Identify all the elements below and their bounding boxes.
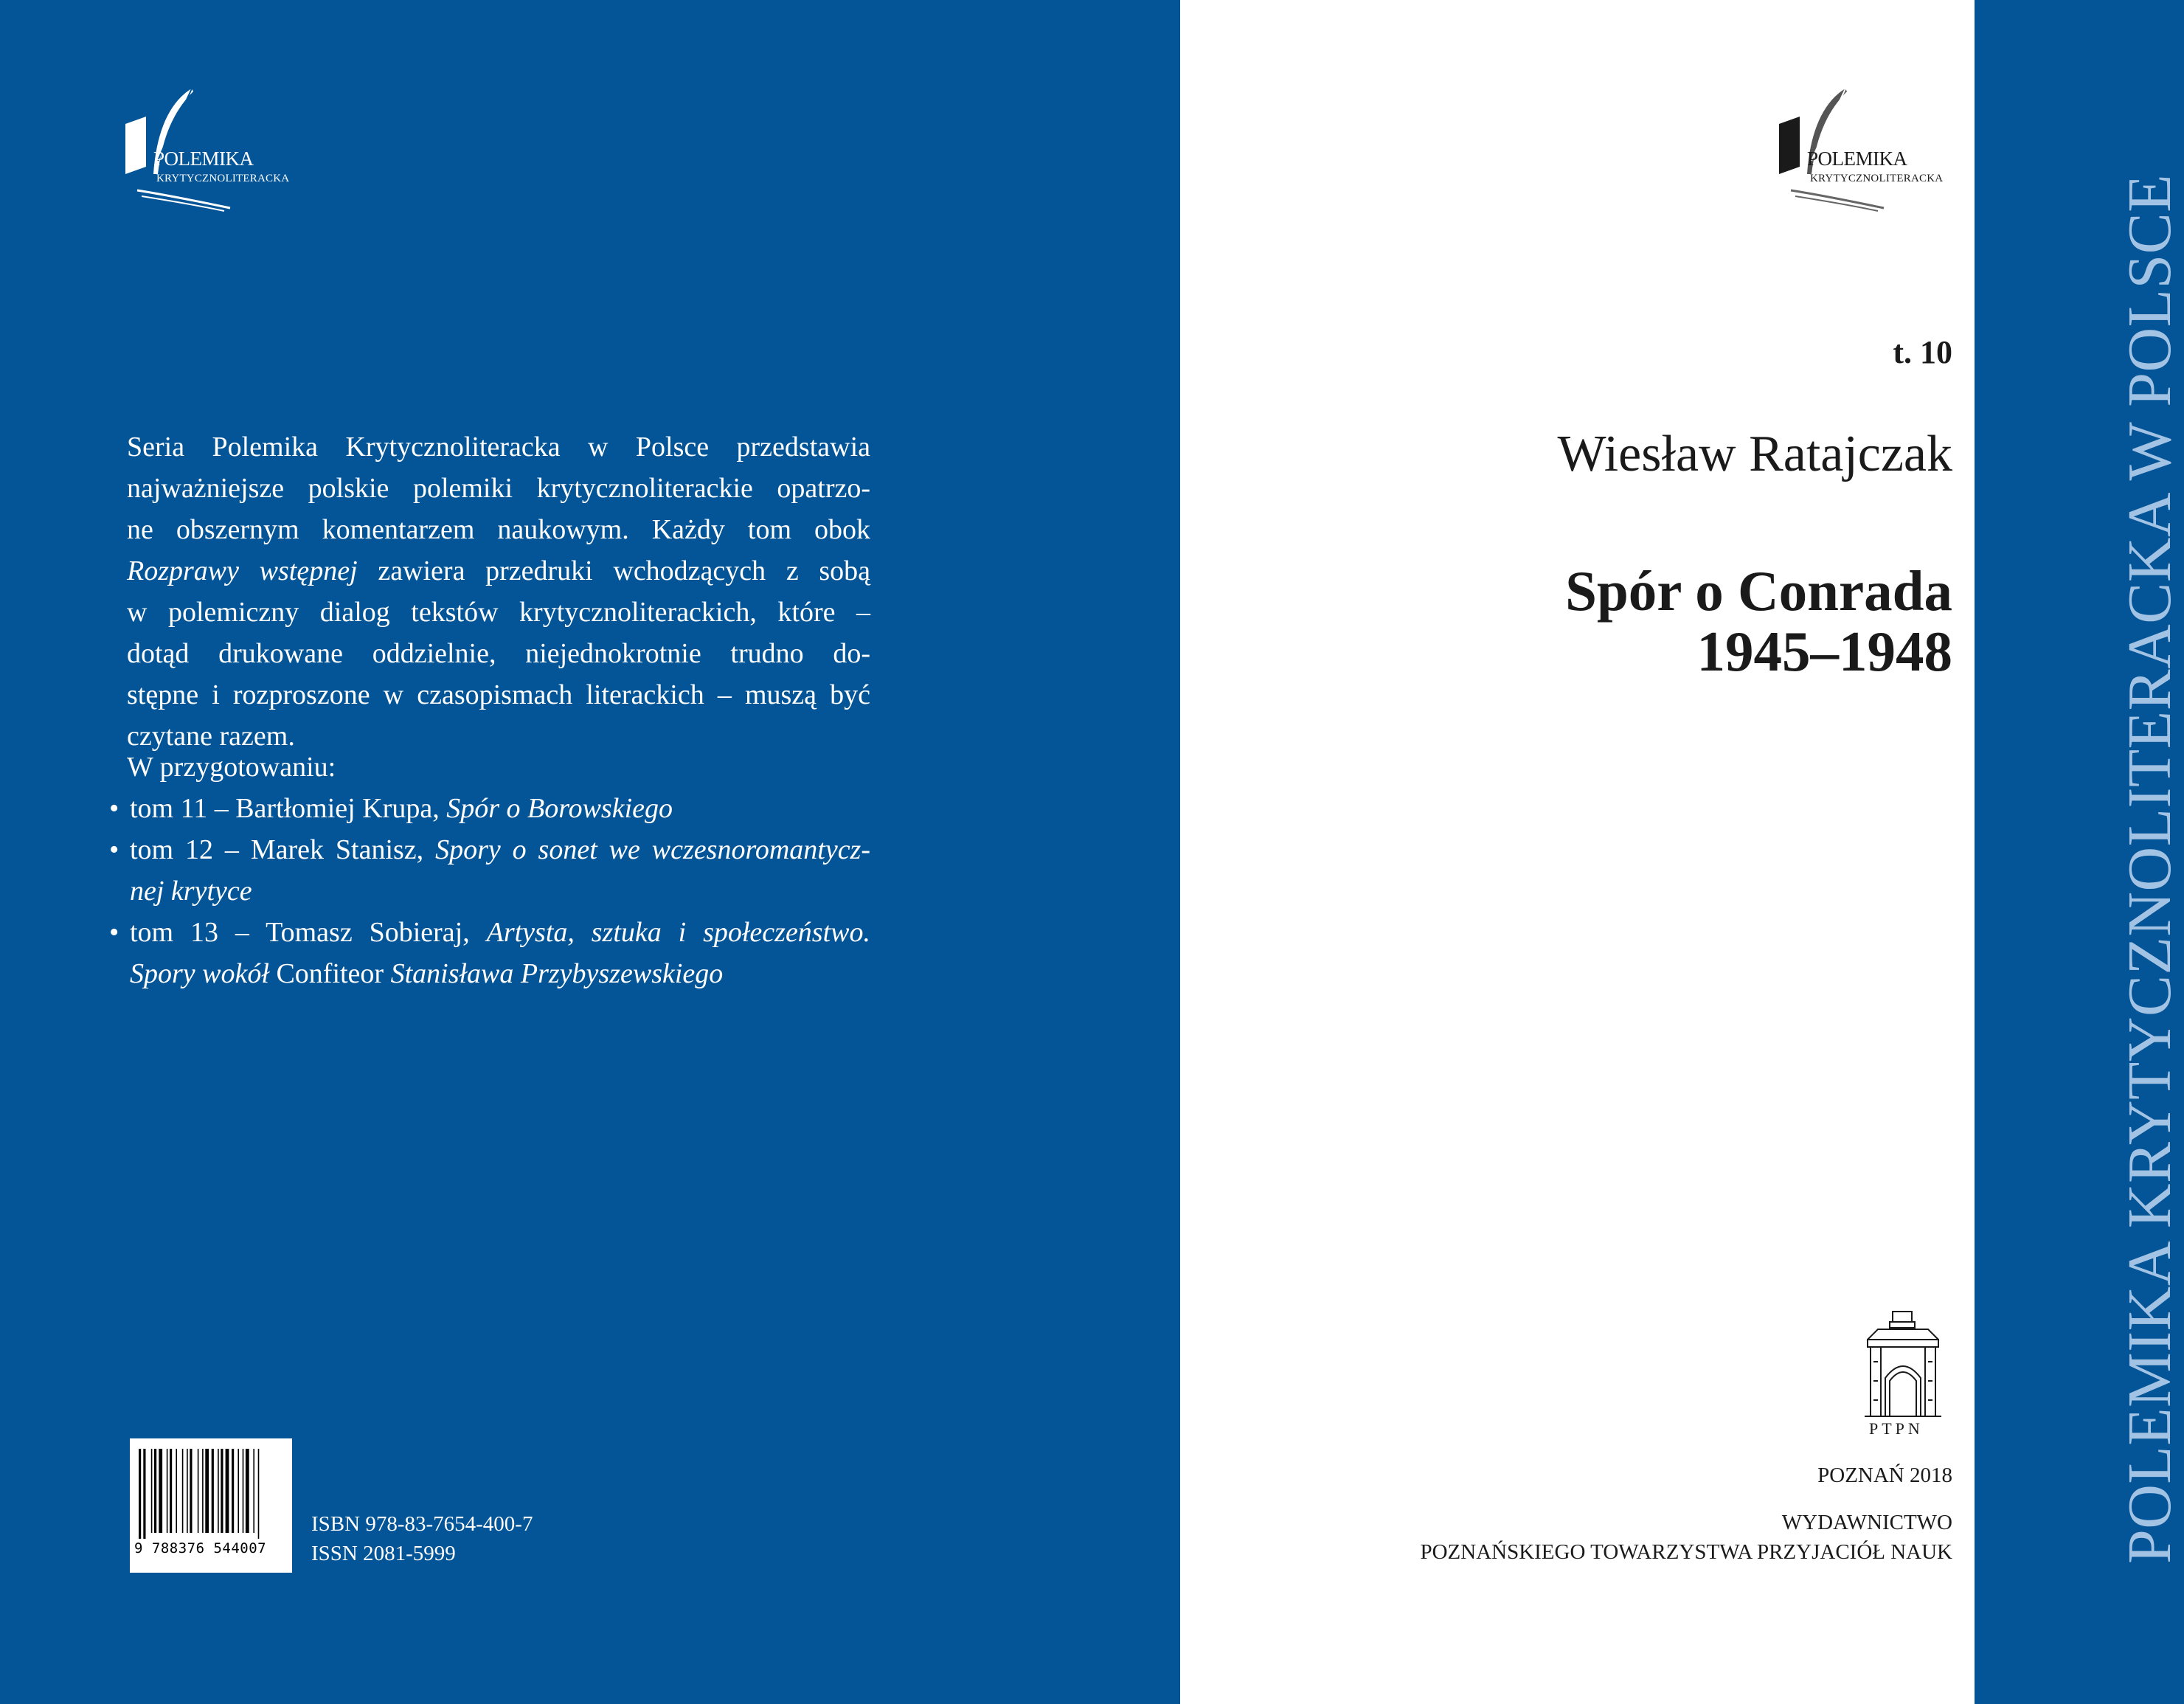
city-year: POZNAŃ 2018 (1817, 1464, 1952, 1487)
description-text: zawiera przedruki wchodzących z sobą (357, 555, 871, 586)
logo-name: POLEMIKA (153, 148, 254, 170)
barcode-bar (190, 1449, 192, 1533)
upcoming-title: Spór o Borowskiego (446, 793, 673, 824)
description-line: Seria Polemika Krytycznoliteracka w Polsce przedstawia (127, 432, 870, 463)
upcoming-title: Artysta, sztuka i społeczeństwo. (486, 917, 870, 948)
volume-number: t. 10 (1893, 334, 1952, 370)
bullet: • (109, 793, 119, 824)
barcode-bar (176, 1449, 177, 1533)
barcode-bar (218, 1449, 219, 1533)
barcode-bar (187, 1449, 188, 1533)
upcoming-title-cont: Spory wokół (130, 958, 269, 989)
ptpn-label: PTPN (1869, 1419, 1924, 1438)
bullet: • (109, 834, 119, 865)
front-cover (1180, 0, 1975, 1704)
isbn: ISBN 978-83-7654-400-7 (311, 1512, 533, 1536)
description-line (127, 550, 870, 592)
barcode-bar (139, 1449, 141, 1539)
author-name: Wiesław Ratajczak (1557, 426, 1952, 482)
barcode-bar (232, 1449, 234, 1533)
upcoming-prefix: tom 12 – Marek Stanisz, (130, 834, 436, 865)
list-item (109, 912, 870, 994)
spine-title: POLEMIKA KRYTYCZNOLITERACKA W POLSCE (2115, 173, 2184, 1564)
front-publisher-logo (1779, 87, 1956, 242)
issn: ISSN 2081-5999 (311, 1542, 456, 1565)
list-item (109, 829, 870, 912)
barcode-bar (182, 1449, 184, 1533)
barcode-bar (258, 1449, 260, 1539)
upcoming-title-cont: nej krytyce (130, 876, 252, 907)
barcode-digits: 9 788376 544007 (134, 1540, 267, 1556)
description-line: czytane razem. (127, 721, 295, 752)
upcoming-list (109, 788, 870, 994)
barcode-bar (238, 1449, 239, 1533)
wave-icon (1789, 183, 1885, 212)
book-title (1565, 561, 1952, 682)
barcode-bar (205, 1449, 209, 1533)
logo-subtitle: KRYTYCZNOLITERACKA (1810, 173, 1944, 184)
barcode-bar (154, 1449, 156, 1533)
wave-icon (136, 183, 232, 212)
description-line: dotąd drukowane oddzielnie, niejednokrotnie trudno do- (127, 638, 870, 669)
in-preparation-label: W przygotowaniu: (127, 752, 336, 783)
description-line: ne obszernym komentarzem naukowym. Każdy tom obok (127, 514, 870, 545)
publisher-line: WYDAWNICTWO (1781, 1511, 1952, 1534)
barcode-bar (159, 1449, 162, 1533)
series-description (127, 426, 870, 757)
back-publisher-logo (125, 87, 302, 242)
description-line: w polemiczny dialog tekstów krytycznoliterackich, które – (127, 597, 870, 628)
publisher-name: POZNAŃSKIEGO TOWARZYSTWA PRZYJACIÓŁ NAUK (1420, 1540, 1952, 1564)
upcoming-title-roman: Confiteor (268, 958, 391, 989)
barcode-bar (151, 1449, 153, 1533)
barcode-bar (212, 1449, 214, 1533)
logo-name: POLEMIKA (1807, 148, 1907, 170)
upcoming-prefix: tom 13 – Tomasz Sobieraj, (130, 917, 487, 948)
barcode-bar (243, 1449, 244, 1533)
isbn-block (311, 1509, 533, 1568)
title-years: 1945–1948 (1696, 620, 1952, 683)
description-line: najważniejsze polskie polemiki krytycznoliterackie opatrzo- (127, 473, 870, 504)
barcode-icon (137, 1449, 285, 1539)
description-line: stępne i rozproszone w czasopismach literackich – muszą być (127, 679, 870, 710)
barcode-bar (253, 1449, 254, 1533)
upcoming-prefix: tom 11 – Bartłomiej Krupa, (130, 793, 447, 824)
barcode-bar (198, 1449, 199, 1533)
bullet: • (109, 917, 119, 948)
barcode-bar (143, 1449, 145, 1539)
barcode-bar (226, 1449, 229, 1533)
logo-subtitle: KRYTYCZNOLITERACKA (156, 173, 290, 184)
barcode-bar (170, 1449, 172, 1533)
barcode-bar (221, 1449, 223, 1533)
list-item (109, 788, 870, 829)
description-italic: Rozprawy wstępnej (127, 555, 358, 586)
upcoming-title: Spory o sonet we wczesnoromantycz- (435, 834, 870, 865)
barcode-bar (246, 1449, 249, 1533)
barcode (130, 1438, 292, 1573)
upcoming-title-end: Stanisława Przybyszewskiego (390, 958, 724, 989)
in-preparation (109, 747, 870, 994)
barcode-bar (167, 1449, 168, 1533)
title-line: Spór o Conrada (1565, 559, 1952, 623)
barcode-bar (202, 1449, 204, 1533)
